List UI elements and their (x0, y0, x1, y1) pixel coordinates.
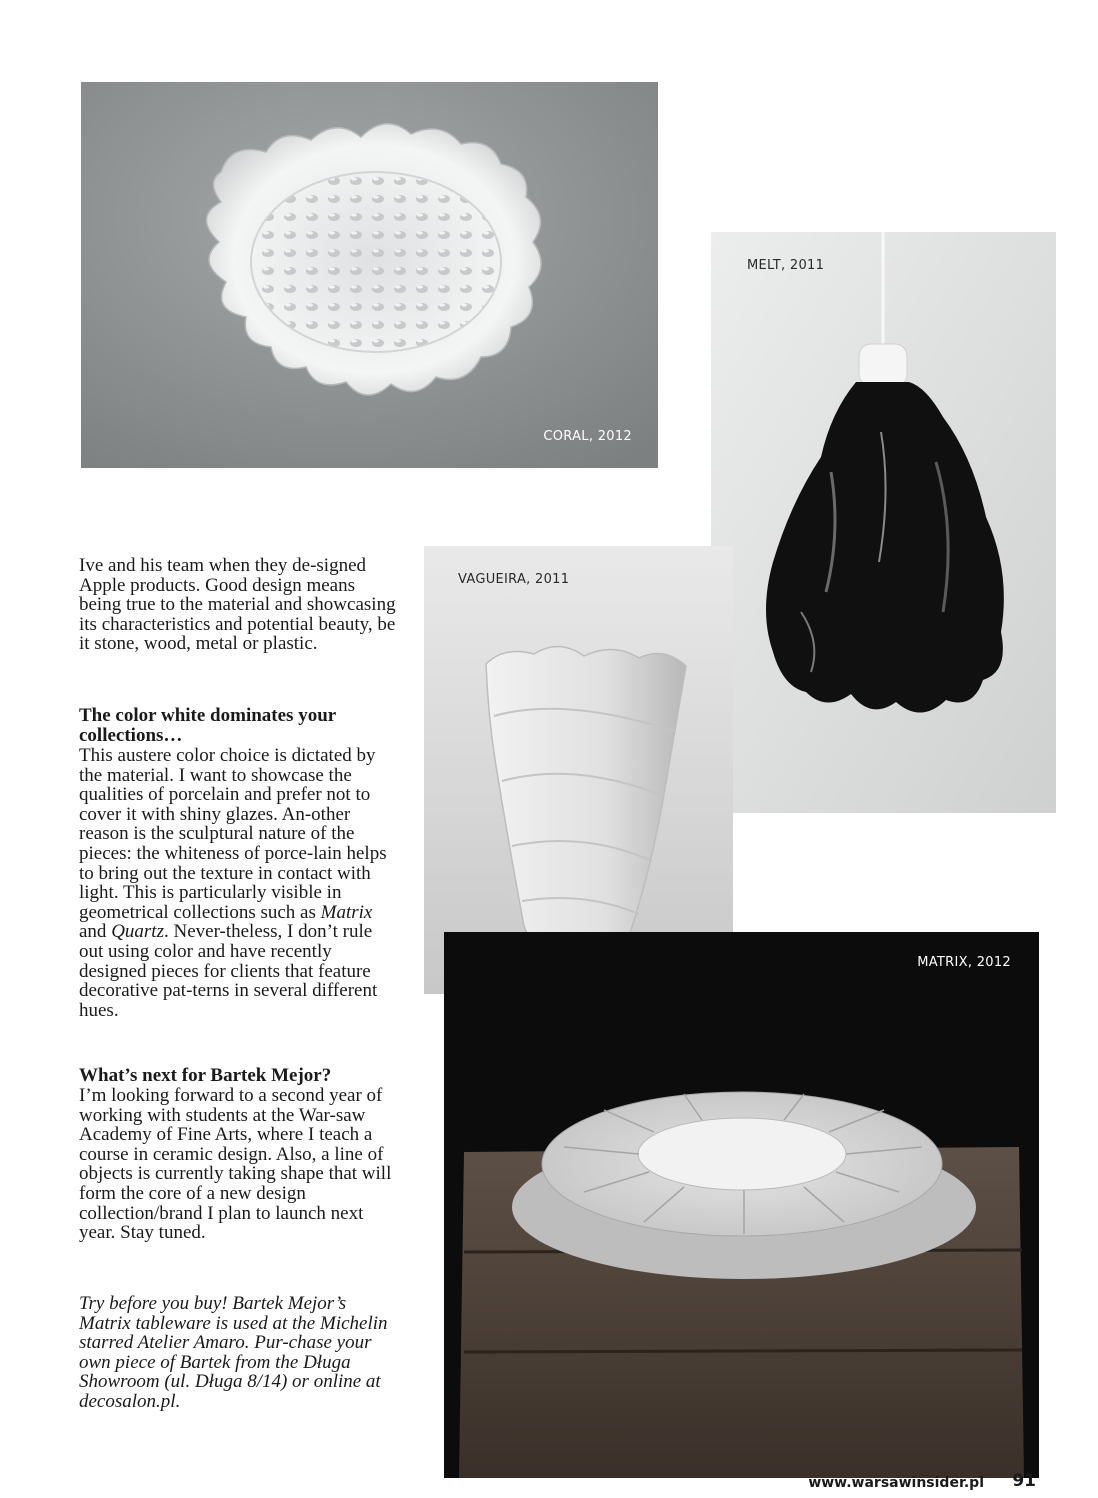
photo-vagueira (424, 546, 733, 994)
vagueira-vase-illustration (424, 546, 733, 994)
photo-caption-vagueira: VAGUEIRA, 2011 (458, 572, 570, 587)
interview-question-2: What’s next for Bartek Mejor? (79, 1065, 332, 1086)
answer-1-part-3: . Never-theless, I don’t rule out using color and have recently designed pieces for clients that feature decorative pat-terns in several different hues. (79, 921, 378, 1021)
interview-answer-1 (79, 746, 399, 1020)
photo-caption-melt: MELT, 2011 (747, 258, 825, 273)
photo-matrix (444, 932, 1039, 1478)
interview-question-1: The color white dominates your collections… (79, 705, 336, 746)
coral-bowl-illustration (81, 82, 658, 468)
answer-1-italic-quartz: Quartz (111, 921, 164, 943)
answer-1-part-1: This austere color choice is dictated by the material. I want to showcase the qualities of porcelain and prefer not to cover it with shiny glazes. An-other reason is the sculptural nature of the pieces: the whiteness of porce-lain helps to bring out the texture in contact with light. This is particularly visible in geometrical collections such as (79, 745, 387, 923)
matrix-plates-illustration (444, 932, 1039, 1478)
answer-1-text (79, 746, 399, 1020)
interview-answer-2 (79, 1086, 399, 1243)
answer-1-part-2: and (79, 921, 112, 943)
intro-paragraph-text: Ive and his team when they de-signed Apple products. Good design means being true to the material and showcasing its characteristics and potential beauty, be it stone, wood, metal or plastic. (79, 555, 396, 655)
purchase-note-text: Try before you buy! Bartek Mejor’s Matrix tableware is used at the Michelin starred Atelier Amaro. Pur-chase your own piece of Bartek from the Długa Showroom (ul. Długa 8/14) or online at decosalon.pl. (79, 1293, 388, 1412)
intro-paragraph (79, 556, 399, 654)
photo-caption-coral: CORAL, 2012 (543, 429, 632, 444)
photo-melt (711, 232, 1056, 813)
purchase-note (79, 1294, 399, 1412)
page-number: 91 (1012, 1471, 1036, 1491)
answer-2-text: I’m looking forward to a second year of working with students at the War-saw Academy of Fine Arts, where I teach a course in ceramic design. Also, a line of objects is currently taking shape that will form the core of a new design collection/brand I plan to launch next year. Stay tuned. (79, 1085, 392, 1244)
answer-1-italic-matrix: Matrix (320, 901, 373, 923)
footer-url: www.warsawinsider.pl (808, 1475, 984, 1491)
photo-coral (81, 82, 658, 468)
melt-lamp-illustration (711, 232, 1056, 813)
photo-caption-matrix: MATRIX, 2012 (917, 955, 1011, 970)
